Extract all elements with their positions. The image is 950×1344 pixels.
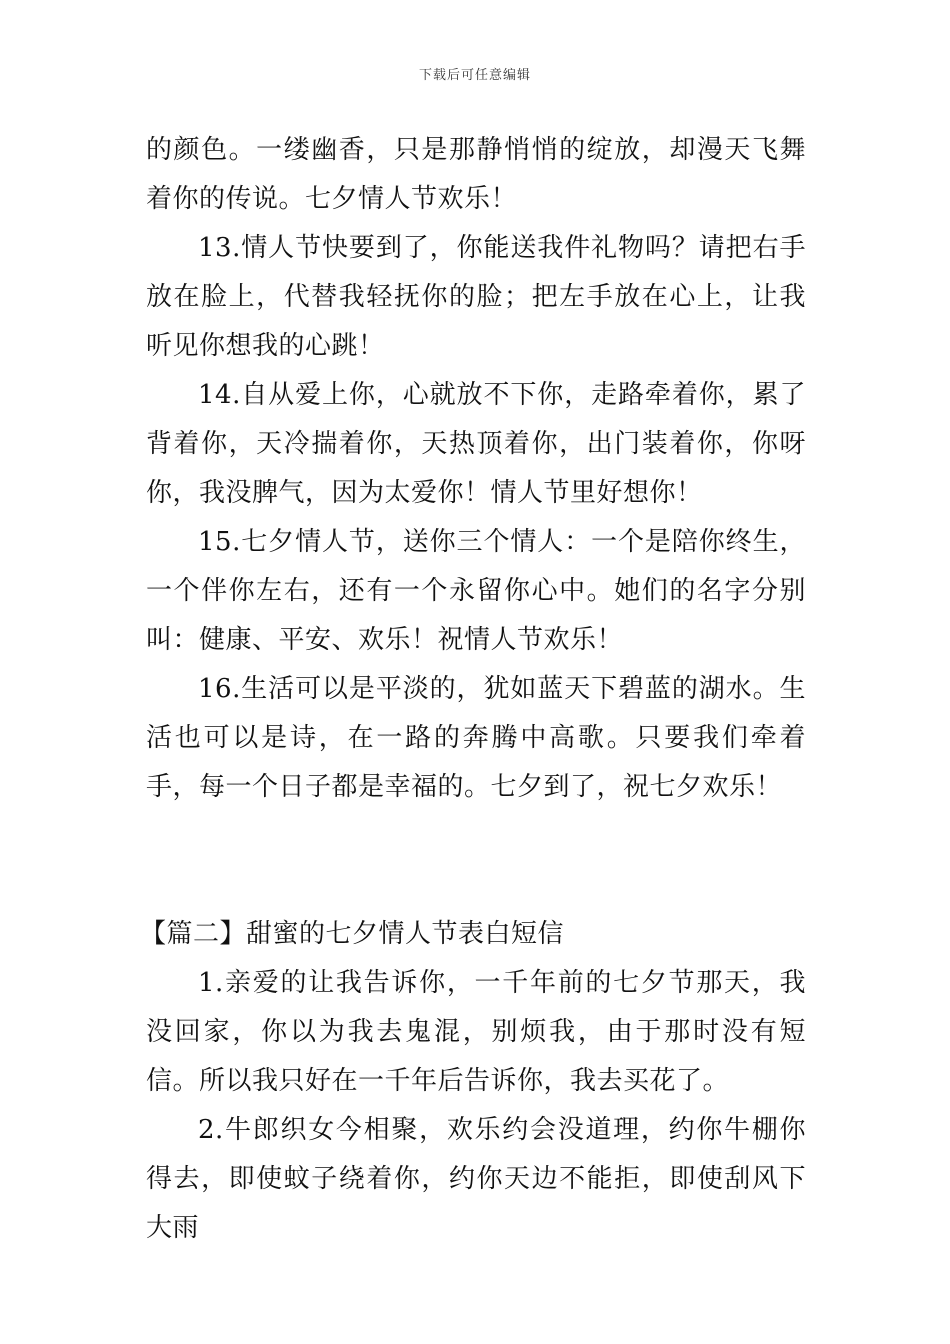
section-spacer <box>146 812 806 910</box>
paragraph-item-15: 15.七夕情人节，送你三个情人：一个是陪你终生，一个伴你左右，还有一个永留你心中。她们的名字分别叫：健康、平安、欢乐！祝情人节欢乐！ <box>146 527 806 655</box>
paragraph-item-16: 16.生活可以是平淡的，犹如蓝天下碧蓝的湖水。生活也可以是诗，在一路的奔腾中高歌。只要我们牵着手，每一个日子都是幸福的。七夕到了，祝七夕欢乐！ <box>146 674 806 802</box>
paragraph-item-1: 1.亲爱的让我告诉你，一千年前的七夕节那天，我没回家，你以为我去鬼混，别烦我，由于那时没有短信。所以我只好在一千年后告诉你，我去买花了。 <box>146 968 806 1096</box>
section-heading: 【篇二】甜蜜的七夕情人节表白短信 <box>140 919 565 949</box>
page-header: 下载后可任意编辑 <box>418 68 531 83</box>
document-body <box>140 126 806 1253</box>
paragraph-item-13: 13.情人节快要到了，你能送我件礼物吗？请把右手放在脸上，代替我轻抚你的脸；把左手放在心上，让我听见你想我的心跳！ <box>146 233 806 361</box>
paragraph-continuation: 的颜色。一缕幽香，只是那静悄悄的绽放，却漫天飞舞着你的传说。七夕情人节欢乐！ <box>146 135 806 214</box>
paragraph-item-2: 2.牛郎织女今相聚，欢乐约会没道理，约你牛棚你得去，即使蚊子绕着你，约你天边不能拒，即使刮风下大雨 <box>146 1115 806 1243</box>
paragraph-item-14: 14.自从爱上你，心就放不下你，走路牵着你，累了背着你，天冷揣着你，天热顶着你，出门装着你，你呀你，我没脾气，因为太爱你！情人节里好想你！ <box>146 380 806 508</box>
